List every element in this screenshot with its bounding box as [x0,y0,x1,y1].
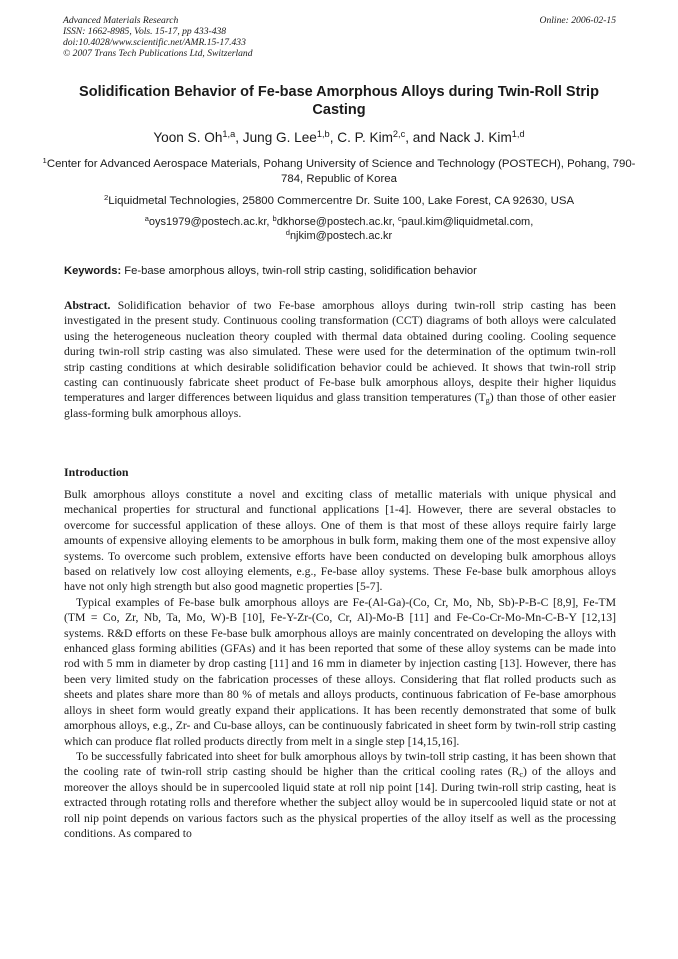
email-address: dkhorse@postech.ac.kr, [276,216,398,228]
email-address: njkim@postech.ac.kr [289,230,393,242]
abstract-text: Solidification behavior of two Fe-base amorphous alloys during twin-roll strip casting has been investigated in the present study. Continuous cooling transformation (CCT) diagrams of both alloys were calculated using the heterogeneous nucleation theory coupled with thermal data obtained during cooling. Cooling sequence during twin-roll strip casting was also simulated. These were used for the determination of the optimum twin-roll strip casting conditions at which desirable solidification behavior could be achieved. It shows that twin-roll strip casting can continuously fabricate sheet product of Fe-base bulk amorphous alloys, despite their higher liquidus temperatures and larger differences between liquidus and glass transition temperatures (T [64,299,616,405]
affiliation-marker: 1 [42,155,47,165]
author-list [40,129,638,147]
abstract [64,298,616,421]
affiliation-2 [40,194,638,209]
author-superscript: 1,b [316,128,330,139]
journal-doi: doi:10.4028/www.scientific.net/AMR.15-17.433 [63,37,246,48]
author-separator: , and [405,130,440,145]
abstract-subscript: g [485,396,490,406]
paragraph [64,749,616,841]
author-separator: , [329,130,338,145]
affiliation-1 [40,157,638,186]
author-superscript: 1,d [511,128,525,139]
author-name: Jung G. Lee [242,130,317,145]
affiliation-text: Center for Advanced Aerospace Materials, Pohang University of Science and Technology (POSTECH), Pohang, 790-784, Republic of Korea [46,158,636,185]
author-name: Nack J. Kim [439,130,512,145]
email-marker: b [272,213,277,223]
paragraph-text: To be successfully fabricated into sheet for bulk amorphous alloys by twin-toll strip casting, it has been shown that the cooling rate of twin-roll strip casting should be higher than the critical cooling rates (R [64,749,616,779]
email-address: oys1979@postech.ac.kr, [148,216,273,228]
journal-issn: ISSN: 1662-8985, Vols. 15-17, pp 433-438 [63,26,227,37]
author-separator: , [235,130,243,145]
author-name: Yoon S. Oh [153,130,223,145]
author-superscript: 2,c [392,128,406,139]
abstract-text-end: ) than those of other easier glass-forming bulk amorphous alloys. [64,391,616,420]
paragraph-subscript: c [519,770,523,780]
journal-copyright: © 2007 Trans Tech Publications Ltd, Switzerland [63,48,253,59]
keywords-label: Keywords: [64,265,122,277]
author-name: C. P. Kim [337,130,393,145]
author-superscript: 1,a [222,128,236,139]
email-marker: a [144,213,149,223]
email-address: paul.kim@liquidmetal.com, [401,216,534,228]
introduction-body [64,487,616,841]
online-date: Online: 2006-02-15 [539,15,616,26]
section-heading-introduction: Introduction [64,465,129,479]
journal-name: Advanced Materials Research [63,15,179,26]
keywords-text: Fe-base amorphous alloys, twin-roll strip casting, solidification behavior [121,265,477,277]
abstract-label: Abstract. [64,299,111,312]
journal-header [63,15,616,59]
email-list [40,215,638,243]
affiliation-text: Liquidmetal Technologies, 25800 Commercentre Dr. Suite 100, Lake Forest, CA 92630, USA [108,195,575,207]
paragraph: Bulk amorphous alloys constitute a novel and exciting class of metallic materials with unique physical and mechanical properties for structural and functional applications [1-4]. However, there are several obstacles to overcome for successful application of these alloys. One of them is that most of these alloys require fairly large amounts of expensive alloying elements to be amorphous in bulk form, making them one of the most expensive alloy systems. To overcome such problem, extensive efforts have been conducted on developing bulk amorphous alloys based on relatively low cost alloying elements, e.g., Fe-base alloy systems. These Fe-base bulk amorphous alloys have not only high strength but also good magnetic properties [5-7]. [64,488,616,594]
email-marker: c [397,213,402,223]
email-marker: d [285,227,290,237]
keywords [64,264,616,278]
paper-title: Solidification Behavior of Fe-base Amorphous Alloys during Twin-Roll Strip Casting [79,84,599,118]
affiliation-marker: 2 [103,192,109,202]
paragraph: Typical examples of Fe-base bulk amorphous alloys are Fe-(Al-Ga)-(Co, Cr, Mo, Nb, Sb)-P-B-C [8,9], Fe-TM (TM = Co, Zr, Nb, Ta, Mo, W)-B [10], Fe-Y-Zr-(Co, Cr, Al)-Mo-B [11] and Fe-Co-Cr-Mo-Mn-C-B-Y [12,13] systems. R&D efforts on these Fe-base bulk amorphous alloys are mainly concentrated on developing the alloys with enhanced glass forming abilities (GFAs) and it has been reported that some of these alloy systems can be made into rod with 5 mm in diameter by drop casting [11] and 16 mm in diameter by injection casting [13]. However, there has been very limited study on the fabrication processes of these alloys. Considering that flat rolled products such as sheets and plates share more than 80 % of metals and alloys products, continuous fabrication of Fe-base amorphous alloys in sheet form would greatly expand their applications. It has been recently demonstrated that some of bulk amorphous alloys, e.g., Zr- and Cu-base alloys, can be continuously fabricated in sheet form by twin-roll strip casting which can produce flat rolled products directly from melt in a single step [14,15,16]. [64,595,616,748]
paragraph-text-end: ) of the alloys and moreover the alloys should be in supercooled liquid state at roll nip point [14]. During twin-roll strip casting, heat is extracted through rotating rolls and therefore whether the subject alloy would be in supercooled liquid state or not at roll nip point depends on various factors such as the physical properties of the alloy itself as well as the processing conditions. As compared to [64,765,616,840]
